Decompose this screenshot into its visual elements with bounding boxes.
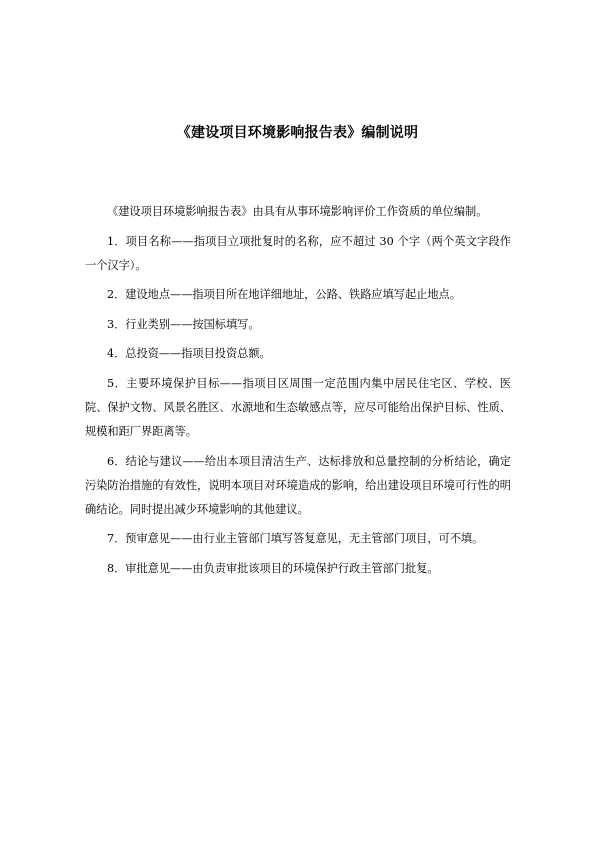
- item-preliminary-review: 7．预审意见——由行业主管部门填写答复意见，无主管部门项目，可不填。: [107, 532, 484, 546]
- item-conclusions: 6．结论与建议——给出本项目清洁生产、达标排放和总量控制的分析结论，确定污染防治措施的有效性，说明本项目对环境造成的影响，给出建设项目环境可行性的明确结论。同时提出减少环境影响的其他建议。: [85, 454, 511, 516]
- item-industry-category: 3．行业类别——按国标填写。: [107, 317, 260, 331]
- item-protection-targets: 5．主要环境保护目标——指项目区周围一定范围内集中居民住宅区、学校、医院、保护文物、风景名胜区、水源地和生态敏感点等，应尽可能给出保护目标、性质、规模和距厂界距离等。: [85, 376, 511, 438]
- document-body: [85, 200, 511, 586]
- item-project-name: 1．项目名称——指项目立项批复时的名称，应不超过 30 个字（两个英文字段作一个汉字）。: [85, 234, 511, 272]
- item-construction-site: 2．建设地点——指项目所在地详细地址，公路、铁路应填写起止地点。: [107, 288, 461, 302]
- item-approval-opinion: 8．审批意见——由负责审批该项目的环境保护行政主管部门批复。: [107, 561, 439, 575]
- item-total-investment: 4．总投资——指项目投资总额。: [107, 347, 271, 361]
- intro-paragraph: 《建设项目环境影响报告表》由具有从事环境影响评价工作资质的单位编制。: [107, 205, 488, 218]
- document-title: 《建设项目环境影响报告表》编制说明: [176, 125, 419, 141]
